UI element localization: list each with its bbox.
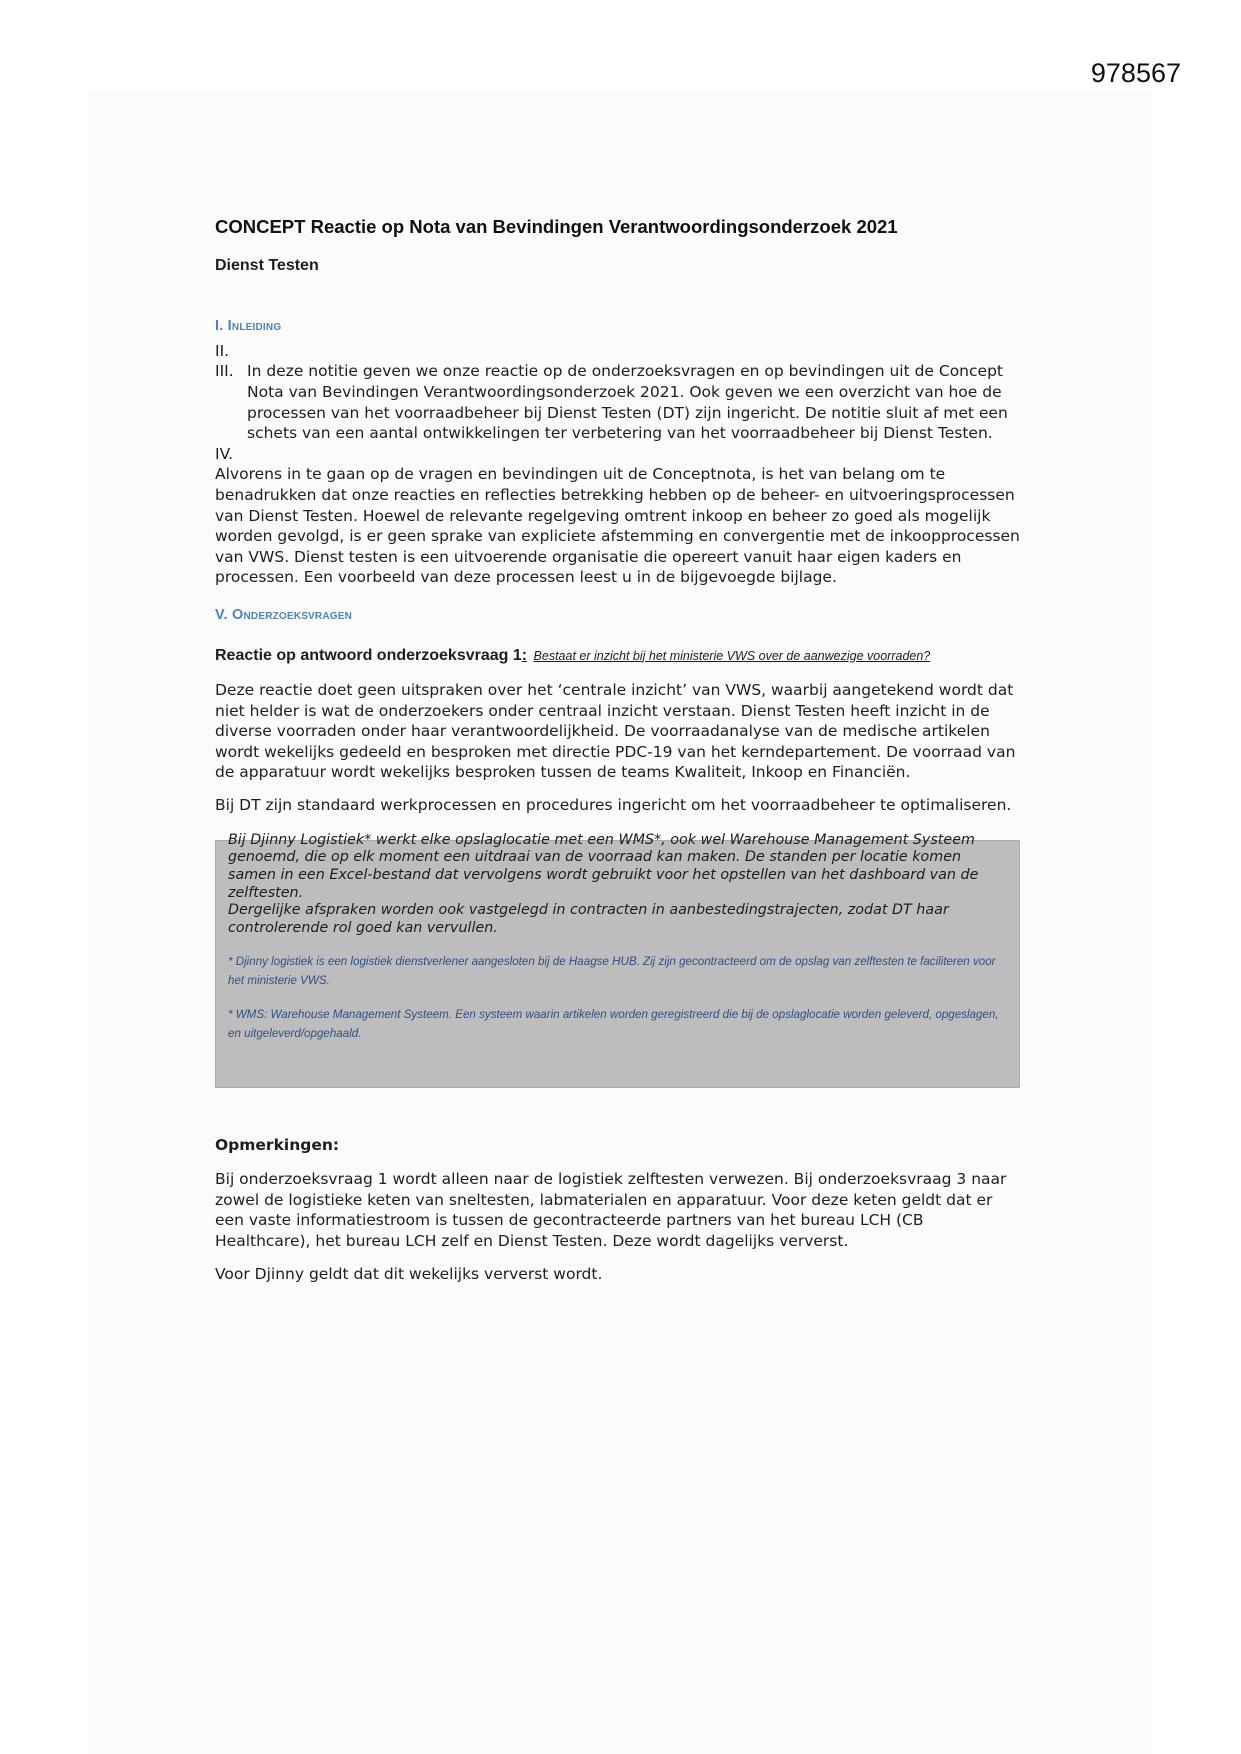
list-item-number: IV. (215, 444, 234, 463)
list-item-text (247, 341, 1020, 362)
list-item (215, 361, 1020, 443)
list-item (215, 444, 1020, 465)
remarks-heading: Opmerkingen: (215, 1135, 340, 1154)
remarks-paragraph: Bij onderzoeksvraag 1 wordt alleen naar de logistiek zelftesten verwezen. Bij onderzoeksvraag 3 naar zowel de logistieke keten van sneltesten, labmaterialen en apparatuur. Voor deze keten geldt dat er een vaste informatiestroom is tussen de gecontracteerde partners van het bureau LCH (CB Healthcare), het bureau LCH zelf en Dienst Testen. Deze wordt dagelijks ververst. (215, 1170, 1007, 1251)
box-paragraph: Bij Djinny Logistiek* werkt elke opslaglocatie met een WMS*, ook wel Warehouse Management Systeem genoemd, die op elk moment een uitdraai van de voorraad kan maken. De standen per locatie komen samen in een Excel-bestand dat vervolgens wordt gebruikt voor het opstellen van het dashboard van de zelftesten. (228, 831, 979, 901)
list-item (215, 341, 1020, 362)
question-colon: : (521, 646, 528, 664)
box-paragraph: Dergelijke afspraken worden ook vastgelegd in contracten in aanbestedingstrajecten, zodat DT haar controlerende rol goed kan vervullen. (228, 902, 949, 937)
list-item-text (247, 444, 1020, 465)
document-subtitle: Dienst Testen (215, 256, 319, 274)
footnote-wms: * WMS: Warehouse Management Systeem. Een systeem waarin artikelen worden geregistreerd die bij de opslaglocatie worden geleverd, opgeslagen, en uitgeleverd/opgehaald. (228, 1007, 999, 1040)
list-item-number: II. (215, 341, 230, 360)
document-body (215, 217, 1020, 1284)
highlighted-text-box (215, 831, 1020, 1088)
box-text (228, 832, 1005, 938)
document-title: CONCEPT Reactie op Nota van Bevindingen Verantwoordingsonderzoek 2021 (215, 216, 898, 237)
question-heading (215, 646, 1020, 667)
process-paragraph: Bij DT zijn standaard werkprocessen en procedures ingericht om het voorraadbeheer te optimaliseren. (215, 796, 1012, 815)
list-item-text: In deze notitie geven we onze reactie op de onderzoeksvragen en op bevindingen uit de Concept Nota van Bevindingen Verantwoordingsonderzoek 2021. Ook geven we een overzicht van hoe de processen van het voorraadbeheer bij Dienst Testen (DT) zijn ingericht. De notitie sluit af met een schets van een aantal ontwikkelingen ter verbetering van het voorraadbeheer bij Dienst Testen. (247, 362, 1008, 443)
numbered-list (215, 341, 1020, 465)
question-label: Reactie op antwoord onderzoeksvraag 1 (215, 646, 522, 664)
list-item-number: III. (215, 362, 234, 381)
question-text: Bestaat er inzicht bij het ministerie VWS over de aanwezige voorraden? (533, 648, 931, 663)
document-number: 978567 (1090, 58, 1181, 88)
footnote-djinny: * Djinny logistiek is een logistiek dienstverlener aangesloten bij de Haagse HUB. Zij zijn gecontracteerd om de opslag van zelftesten te faciliteren voor het ministerie VWS. (228, 954, 996, 987)
intro-paragraph: Alvorens in te gaan op de vragen en bevindingen uit de Conceptnota, is het van belang om te benadrukken dat onze reacties en reflecties betrekking hebben op de beheer- en uitvoeringsprocessen van Dienst Testen. Hoewel de relevante regelgeving omtrent inkoop en beheer zo goed als mogelijk worden gevolgd, is er geen sprake van expliciete afstemming en convergentie met de inkoopprocessen van VWS. Dienst testen is een uitvoerende organisatie die opereert vanuit haar eigen kaders en processen. Een voorbeeld van deze processen leest u in de bijgevoegde bijlage. (215, 465, 1020, 587)
remarks-paragraph: Voor Djinny geldt dat dit wekelijks ververst wordt. (215, 1264, 603, 1283)
answer-paragraph: Deze reactie doet geen uitspraken over het ‘centrale inzicht’ van VWS, waarbij aangetekend wordt dat niet helder is wat de onderzoekers onder centraal inzicht verstaan. Dienst Testen heeft inzicht in de diverse voorraden onder haar verantwoordelijkheid. De voorraadanalyse van de medische artikelen wordt wekelijks gedeeld en besproken met directie PDC-19 van het kerndepartement. De voorraad van de apparatuur wordt wekelijks besproken tussen de teams Kwaliteit, Inkoop en Financiën. (215, 681, 1016, 782)
section-heading-inleiding: I. Inleiding (215, 318, 282, 335)
section-heading-onderzoeksvragen: V. Onderzoeksvragen (215, 606, 353, 623)
